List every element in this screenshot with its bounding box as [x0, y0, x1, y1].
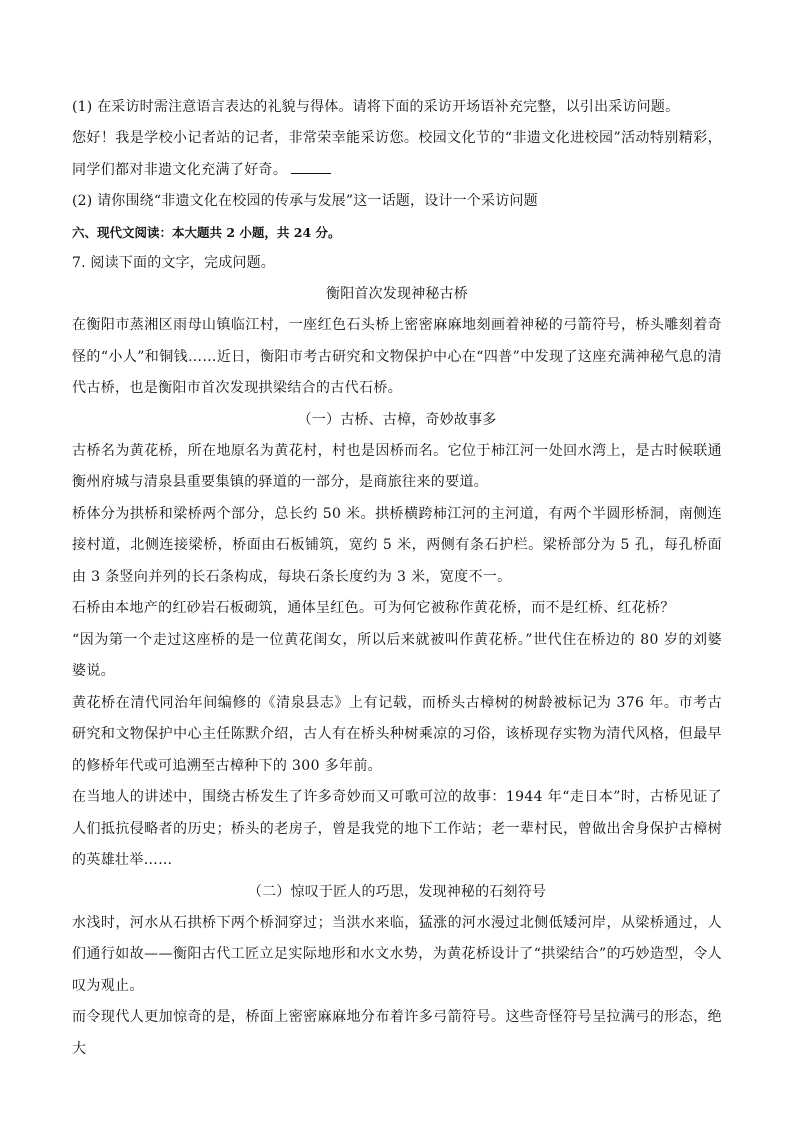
- section-2-title: （二）惊叹于匠人的巧思，发现神秘的石刻符号: [247, 883, 547, 900]
- paragraph: 而令现代人更加惊奇的是，桥面上密密麻麻地分布着许多弓箭符号。这些奇怪符号呈拉满弓的形态，绝大: [72, 1009, 722, 1057]
- paragraph: 石桥由本地产的红砂岩石板砌筑，通体呈红色。可为何它被称作黄花桥，而不是红桥、红花桥？: [72, 600, 675, 616]
- paragraph: 在当地人的讲述中，围绕古桥发生了许多奇妙而又可歌可泣的故事：1944 年“走日本”时，古桥见证了人们抵抗侵略者的历史；桥头的老房子，曾是我党的地下工作站；老一辈村民，曾做出舍身保护古樟树的英雄壮举……: [72, 789, 722, 868]
- answer-blank[interactable]: [291, 161, 331, 174]
- question-2-prompt: (2) 请你围绕“非遗文化在校园的传承与发展”这一话题，设计一个采访问题: [72, 193, 538, 209]
- question-1-text: [72, 123, 722, 186]
- question-7-instruction: 7. 阅读下面的文字，完成问题。: [72, 255, 276, 271]
- paragraph: 黄花桥在清代同治年间编修的《清泉县志》上有记载，而桥头古樟树的树龄被标记为 376 年。市考古研究和文物保护中心主任陈默介绍，古人有在桥头种树乘凉的习俗，该桥现存实物为清代风格，但最早的修桥年代或可追溯至古樟种下的 300 多年前。: [72, 694, 722, 774]
- paragraph: 水浅时，河水从石拱桥下两个桥洞穿过；当洪水来临，猛涨的河水漫过北侧低矮河岸，从梁桥通过，人们通行如故——衡阳古代工匠立足实际地形和水文水势，为黄花桥设计了“拱梁结合”的巧妙造型，令人叹为观止。: [72, 914, 722, 994]
- question-1-opening: 您好！我是学校小记者站的记者，非常荣幸能采访您。校园文化节的“非遗文化进校园”活动特别精彩，同学们都对非遗文化充满了好奇。: [72, 130, 722, 178]
- document-page: [72, 92, 722, 1065]
- section-6-heading: 六、现代文阅读：本大题共 2 小题，共 24 分。: [72, 225, 341, 240]
- article-intro: 在衡阳市蒸湘区雨母山镇临江村，一座红色石头桥上密密麻麻地刻画着神秘的弓箭符号，桥头雕刻着奇怪的“小人”和铜钱……近日，衡阳市考古研究和文物保护中心在“四普”中发现了这座充满神秘气息的清代古桥，也是衡阳市首次发现拱梁结合的古代石桥。: [72, 317, 722, 396]
- question-1-prompt: (1) 在采访时需注意语言表达的礼貌与得体。请将下面的采访开场语补充完整，以引出采访问题。: [72, 99, 680, 115]
- article-title: 衡阳首次发现神秘古桥: [326, 286, 468, 302]
- paragraph: 桥体分为拱桥和梁桥两个部分，总长约 50 米。拱桥横跨柿江河的主河道，有两个半圆形桥洞，南侧连接村道，北侧连接梁桥，桥面由石板铺筑，宽约 5 米，两侧有条石护栏。梁桥部分为 5 孔，每孔桥面由 3 条竖向并列的长石条构成，每块石条长度约为 3 米，宽度不一。: [72, 505, 722, 585]
- paragraph: “因为第一个走过这座桥的是一位黄花闺女，所以后来就被叫作黄花桥。”世代住在桥边的 80 岁的刘婆婆说。: [72, 631, 722, 679]
- section-1-title: （一）古桥、古樟，奇妙故事多: [297, 411, 497, 428]
- paragraph: 古桥名为黄花桥，所在地原名为黄花村，村也是因桥而名。它位于柿江河一处回水湾上，是古时候联通衡州府城与清泉县重要集镇的驿道的一部分，是商旅往来的要道。: [72, 442, 722, 490]
